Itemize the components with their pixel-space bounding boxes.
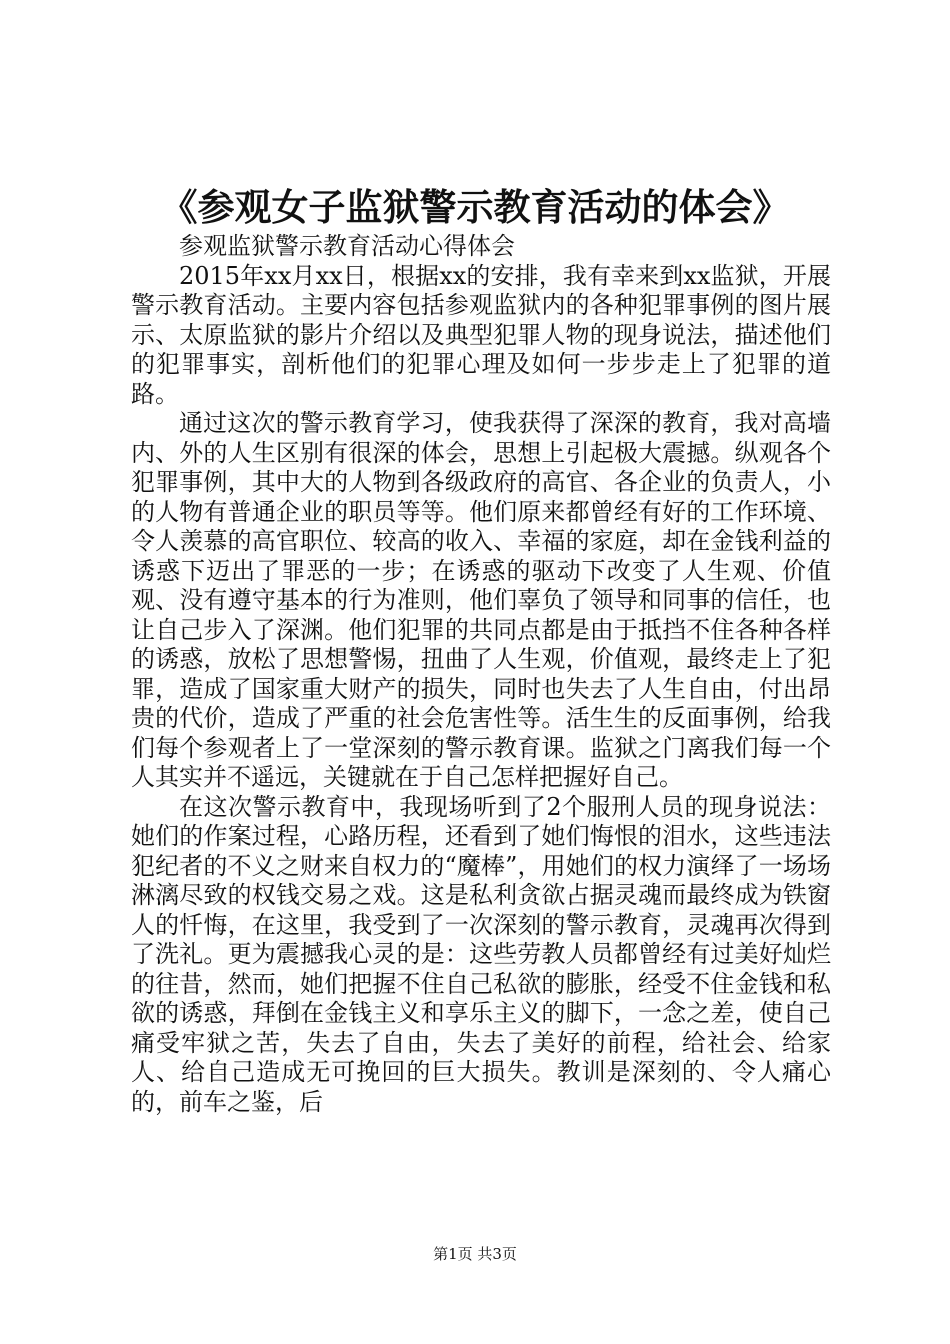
subtitle-paragraph: 参观监狱警示教育活动心得体会 (179, 232, 515, 260)
body-paragraph: 2015年xx月xx日，根据xx的安排，我有幸来到xx监狱，开展警示教育活动。主要内容包括参观监狱内的各种犯罪事例的图片展示、太原监狱的影片介绍以及典型犯罪人物的现身说法，描述他们的犯罪事实，剖析他们的犯罪心理及如何一步步走上了犯罪的道路。 (131, 261, 831, 408)
document-title: 《参观女子监狱警示教育活动的体会》 (160, 185, 790, 229)
page-number-footer: 第1页 共3页 (433, 1245, 517, 1263)
body-paragraph: 在这次警示教育中，我现场听到了2个服刑人员的现身说法：她们的作案过程，心路历程，还看到了她们悔恨的泪水，这些违法犯纪者的不义之财来自权力的“魔棒”，用她们的权力演绎了一场场淋漓尽致的权钱交易之戏。这是私利贪欲占据灵魂而最终成为铁窗人的忏悔，在这里，我受到了一次深刻的警示教育，灵魂再次得到了洗礼。更为震撼我心灵的是：这些劳教人员都曾经有过美好灿烂的往昔，然而，她们把握不住自己私欲的膨胀，经受不住金钱和私欲的诱惑，拜倒在金钱主义和享乐主义的脚下，一念之差，使自己痛受牢狱之苦，失去了自由，失去了美好的前程，给社会、给家人、给自己造成无可挽回的巨大损失。教训是深刻的、令人痛心的，前车之鉴，后 (131, 792, 831, 1116)
body-paragraph: 通过这次的警示教育学习，使我获得了深深的教育，我对高墙内、外的人生区别有很深的体会，思想上引起极大震撼。纵观各个犯罪事例，其中大的人物到各级政府的高官、各企业的负责人，小的人物有普通企业的职员等等。他们原来都曾经有好的工作环境、令人羡慕的高官职位、较高的收入、幸福的家庭，却在金钱利益的诱惑下迈出了罪恶的一步；在诱惑的驱动下改变了人生观、价值观、没有遵守基本的行为准则，他们辜负了领导和同事的信任，也让自己步入了深渊。他们犯罪的共同点都是由于抵挡不住各种各样的诱惑，放松了思想警惕，扭曲了人生观，价值观，最终走上了犯罪，造成了国家重大财产的损失，同时也失去了人生自由，付出昂贵的代价，造成了严重的社会危害性等。活生生的反面事例，给我们每个参观者上了一堂深刻的警示教育课。监狱之门离我们每一个人其实并不遥远，关键就在于自己怎样把握好自己。 (131, 409, 831, 791)
document-body (131, 232, 831, 1117)
